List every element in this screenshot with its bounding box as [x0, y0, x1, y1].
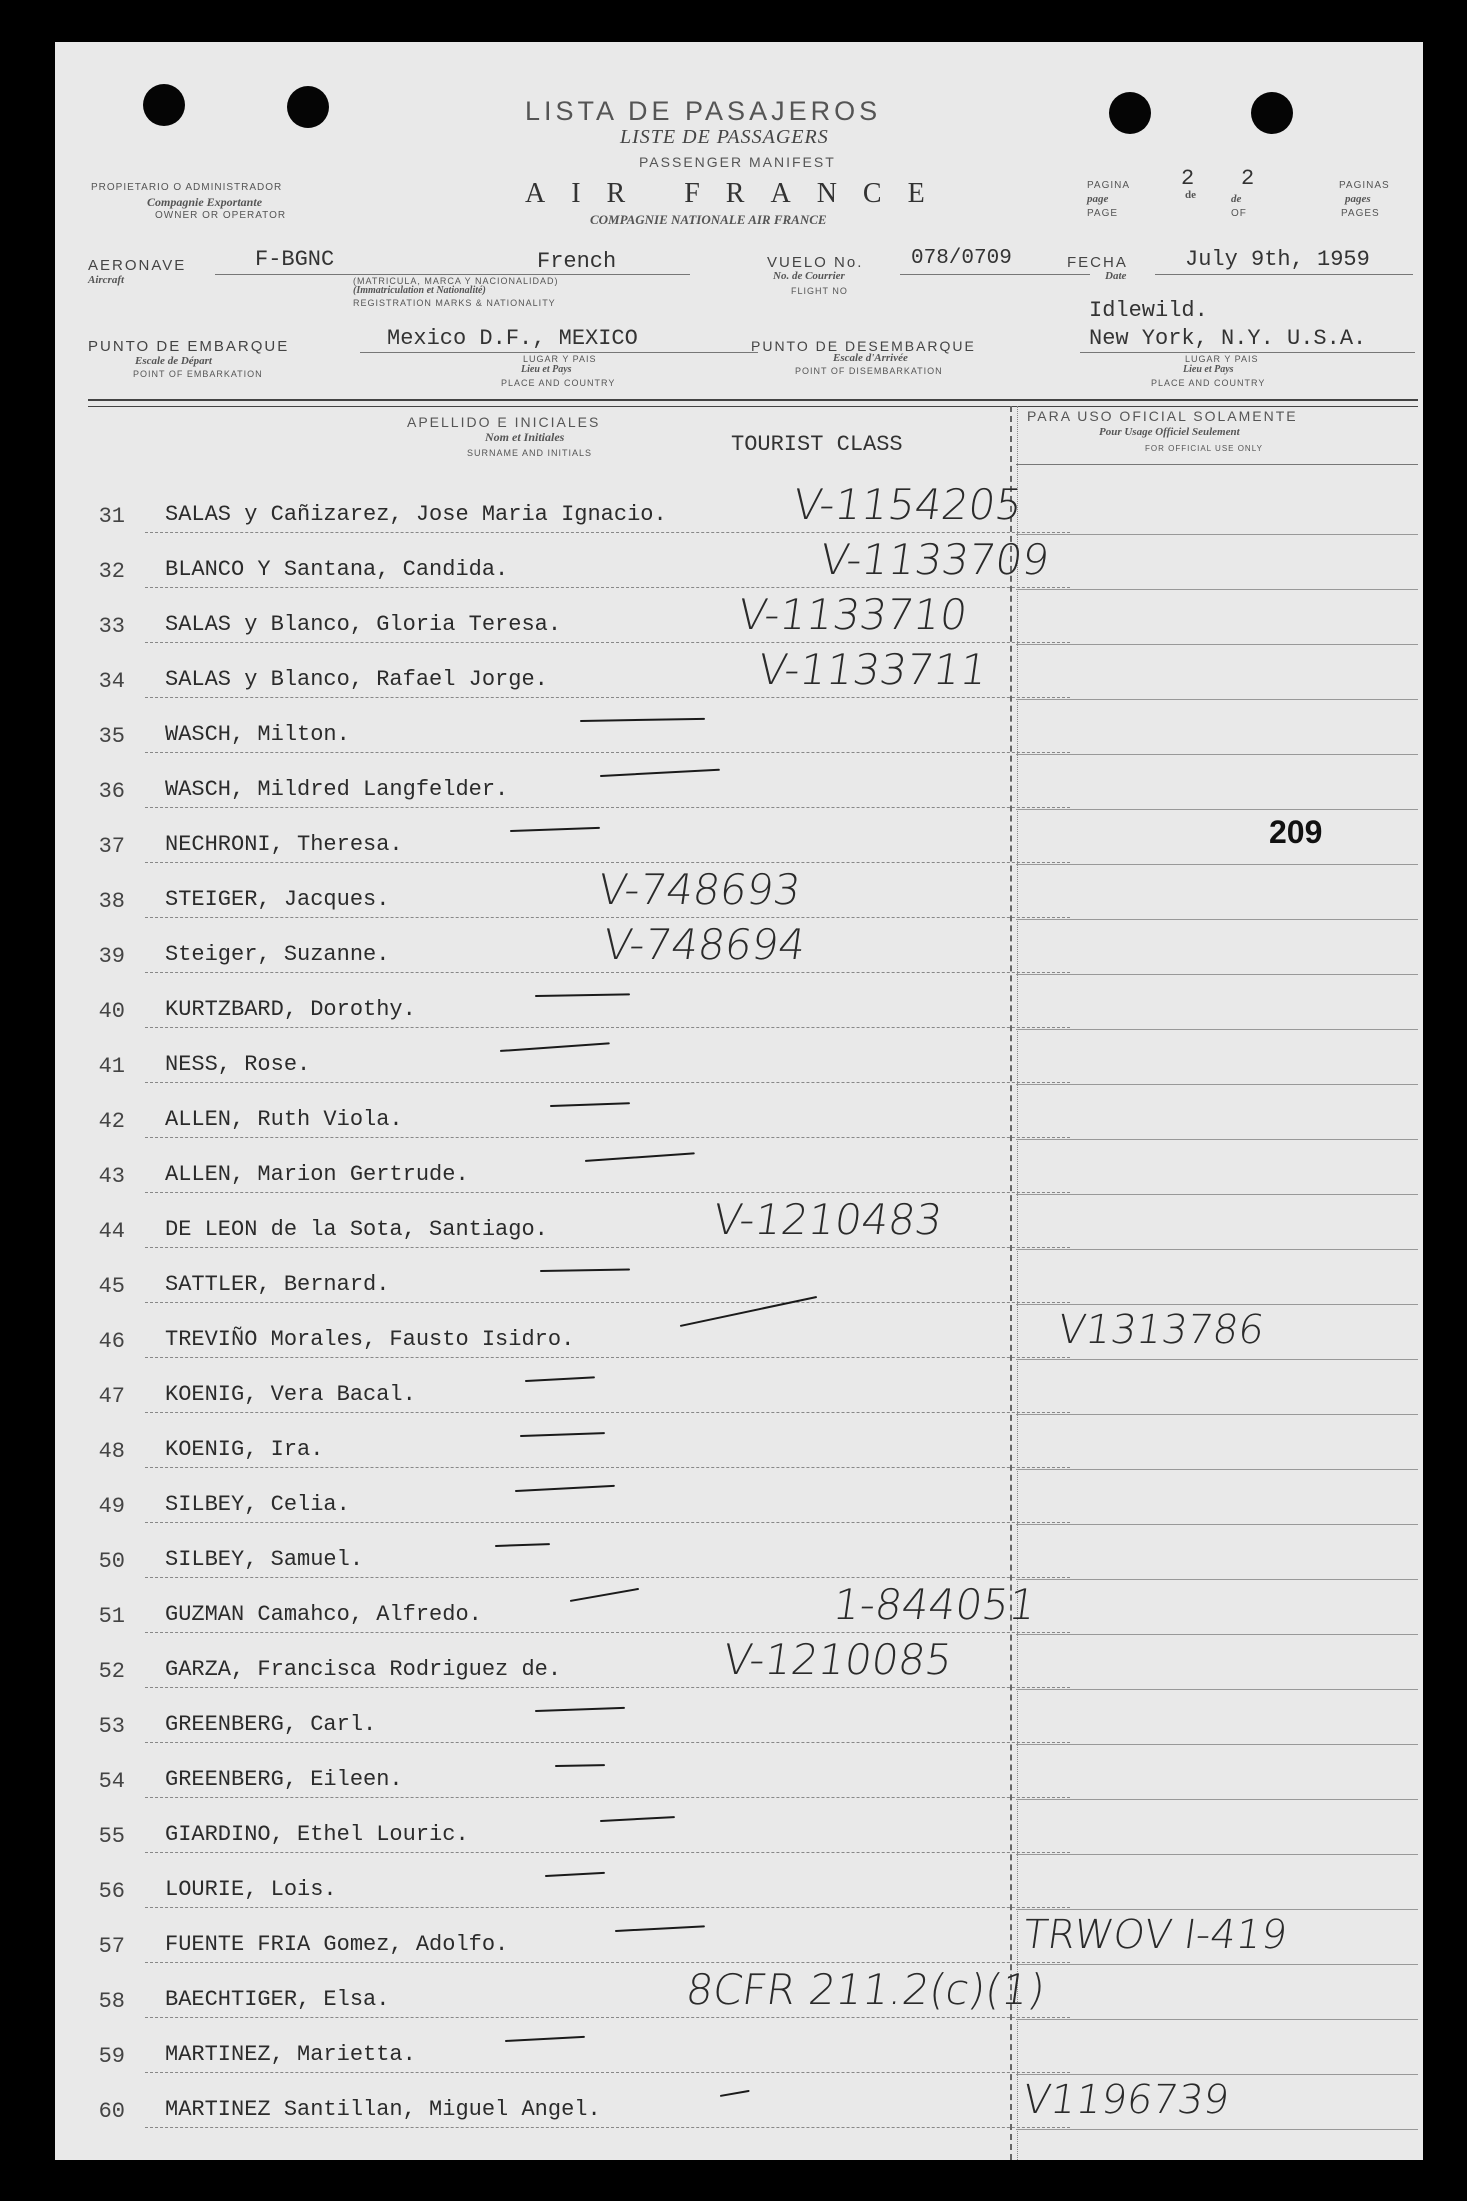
row-number: 52	[98, 1659, 125, 1684]
row-underline	[145, 1907, 1070, 1908]
punch-hole-4	[1251, 92, 1293, 134]
row-underline	[145, 1412, 1070, 1413]
disembark-airport: Idlewild.	[1089, 298, 1208, 323]
official-note: TRWOV I-419	[1020, 1912, 1291, 1958]
pages-label-en: PAGES	[1341, 208, 1380, 219]
official-row-line	[1016, 644, 1418, 645]
of-label-es: de	[1185, 189, 1196, 201]
row-underline	[145, 917, 1070, 918]
official-row-line	[1016, 699, 1418, 700]
embark-place-caption-fr: Lieu et Pays	[521, 364, 572, 375]
visa-number: V-1154205	[790, 480, 1026, 529]
passenger-name: KURTZBARD, Dorothy.	[165, 997, 416, 1022]
row-number: 39	[98, 944, 125, 969]
row-number: 57	[98, 1934, 125, 1959]
row-number: 35	[98, 724, 125, 749]
aircraft-label-fr: Aircraft	[88, 274, 125, 286]
embark-place-caption-en: PLACE AND COUNTRY	[501, 378, 616, 388]
passenger-name: ALLEN, Ruth Viola.	[165, 1107, 403, 1132]
page-total: 2	[1241, 166, 1255, 191]
row-underline	[145, 587, 1070, 588]
row-number: 34	[98, 669, 125, 694]
flight-label-es: VUELO No.	[767, 254, 864, 271]
official-header-fr: Pour Usage Officiel Seulement	[1099, 426, 1240, 438]
registration-caption-fr: (Immatriculation et Nationalité)	[353, 285, 486, 296]
visa-number: 8CFR 211.2(c)(1)	[683, 1965, 1049, 2014]
passenger-name: WASCH, Milton.	[165, 722, 350, 747]
class-label: TOURIST CLASS	[731, 432, 903, 457]
row-underline	[145, 1962, 1070, 1963]
date-label-es: FECHA	[1067, 254, 1128, 271]
nil-dash-mark	[500, 1042, 610, 1052]
official-row-line	[1016, 1359, 1418, 1360]
nil-dash-mark	[680, 1296, 817, 1327]
row-underline	[145, 1467, 1070, 1468]
nil-dash-mark	[495, 1543, 550, 1547]
official-row-line	[1016, 1304, 1418, 1305]
official-note: V1313786	[1055, 1307, 1267, 1353]
row-number: 38	[98, 889, 125, 914]
official-row-line	[1016, 919, 1418, 920]
passenger-name: SALAS y Blanco, Gloria Teresa.	[165, 612, 562, 637]
passenger-name: FUENTE FRIA Gomez, Adolfo.	[165, 1932, 509, 1957]
row-number: 32	[98, 559, 125, 584]
pages-label-fr: pages	[1345, 193, 1371, 205]
page-label-es: PAGINA	[1087, 180, 1131, 191]
passenger-name: GUZMAN Camahco, Alfredo.	[165, 1602, 482, 1627]
nil-dash-mark	[615, 1925, 705, 1932]
disembark-place-caption-fr: Lieu et Pays	[1183, 364, 1234, 375]
row-number: 58	[98, 1989, 125, 2014]
passenger-name: KOENIG, Vera Bacal.	[165, 1382, 416, 1407]
owner-label-fr: Compagnie Exportante	[147, 195, 263, 209]
official-row-line	[1016, 809, 1418, 810]
official-row-line	[1016, 1194, 1418, 1195]
row-number: 40	[98, 999, 125, 1024]
title-es: LISTA DE PASAJEROS	[525, 96, 882, 126]
visa-number: V-1210085	[720, 1635, 956, 1684]
official-row-line	[1016, 1689, 1418, 1690]
row-underline	[145, 1137, 1070, 1138]
visa-number: V-1133709	[817, 535, 1053, 584]
passenger-name: WASCH, Mildred Langfelder.	[165, 777, 509, 802]
nil-dash-mark	[720, 2090, 750, 2097]
passenger-name: GREENBERG, Eileen.	[165, 1767, 403, 1792]
passenger-name: SATTLER, Bernard.	[165, 1272, 390, 1297]
embark-label-es: PUNTO DE EMBARQUE	[88, 338, 290, 355]
nil-dash-mark	[510, 827, 600, 832]
row-underline	[145, 807, 1070, 808]
flight-number: 078/0709	[911, 247, 1012, 270]
surname-header-en: SURNAME AND INITIALS	[467, 448, 593, 458]
registration-caption-en: REGISTRATION MARKS & NATIONALITY	[353, 298, 556, 308]
row-number: 55	[98, 1824, 125, 1849]
row-number: 37	[98, 834, 125, 859]
row-underline	[145, 2017, 1070, 2018]
of-label-fr: de	[1231, 193, 1242, 205]
passenger-name: GIARDINO, Ethel Louric.	[165, 1822, 469, 1847]
passenger-name: SILBEY, Celia.	[165, 1492, 350, 1517]
owner-label-es: PROPIETARIO O ADMINISTRADOR	[91, 182, 283, 193]
passenger-name: NESS, Rose.	[165, 1052, 311, 1077]
row-number: 59	[98, 2044, 125, 2069]
date-value: July 9th, 1959	[1185, 247, 1370, 272]
page-number: 2	[1181, 166, 1195, 191]
surname-header-fr: Nom et Initiales	[485, 430, 565, 444]
embark-value: Mexico D.F., MEXICO	[387, 326, 638, 351]
row-number: 47	[98, 1384, 125, 1409]
flight-label-fr: No. de Courrier	[773, 270, 845, 282]
passenger-name: KOENIG, Ira.	[165, 1437, 324, 1462]
official-row-line	[1016, 1084, 1418, 1085]
passenger-name: LOURIE, Lois.	[165, 1877, 337, 1902]
nil-dash-mark	[515, 1485, 615, 1492]
row-number: 41	[98, 1054, 125, 1079]
visa-number: V-748693	[595, 865, 804, 914]
official-row-line	[1016, 1964, 1418, 1965]
visa-number: V-1210483	[710, 1195, 946, 1244]
aircraft-nationality: French	[537, 249, 617, 274]
row-underline	[145, 1632, 1070, 1633]
airline-name: AIR FRANCE	[525, 178, 951, 209]
embark-place-caption-es: LUGAR Y PAIS	[523, 354, 597, 364]
row-underline	[145, 2127, 1070, 2128]
passenger-name: MARTINEZ, Marietta.	[165, 2042, 416, 2067]
official-row-line	[1016, 1029, 1418, 1030]
nil-dash-mark	[550, 1102, 630, 1107]
nil-dash-mark	[580, 718, 705, 722]
visa-number: V-1133711	[755, 645, 991, 694]
row-underline	[145, 862, 1070, 863]
punch-hole-1	[143, 84, 185, 126]
row-underline	[145, 697, 1070, 698]
passenger-name: Steiger, Suzanne.	[165, 942, 390, 967]
row-underline	[145, 1577, 1070, 1578]
row-number: 49	[98, 1494, 125, 1519]
official-row-line	[1016, 1854, 1418, 1855]
row-number: 43	[98, 1164, 125, 1189]
official-header-es: PARA USO OFICIAL SOLAMENTE	[1027, 408, 1298, 424]
nil-dash-mark	[505, 2036, 585, 2042]
pages-label-es: PAGINAS	[1339, 180, 1390, 191]
official-row-line	[1016, 1524, 1418, 1525]
row-underline	[145, 642, 1070, 643]
row-underline	[145, 1302, 1070, 1303]
official-row-line	[1016, 974, 1418, 975]
airline-subtitle: COMPAGNIE NATIONALE AIR FRANCE	[590, 212, 827, 227]
passenger-name: BLANCO Y Santana, Candida.	[165, 557, 509, 582]
nil-dash-mark	[600, 1816, 675, 1822]
official-column-divider-2	[1017, 406, 1018, 2160]
nil-dash-mark	[555, 1764, 605, 1767]
nil-dash-mark	[535, 1707, 625, 1712]
date-label-fr: Date	[1105, 270, 1127, 282]
official-row-line	[1016, 1799, 1418, 1800]
row-number: 45	[98, 1274, 125, 1299]
row-number: 31	[98, 504, 125, 529]
row-number: 54	[98, 1769, 125, 1794]
flight-label-en: FLIGHT NO	[791, 286, 848, 296]
passenger-name: SALAS y Cañizarez, Jose Maria Ignacio.	[165, 502, 667, 527]
official-row-line	[1016, 1414, 1418, 1415]
official-row-line	[1016, 864, 1418, 865]
nil-dash-mark	[535, 993, 630, 997]
official-row-line	[1016, 2129, 1418, 2130]
passenger-name: GREENBERG, Carl.	[165, 1712, 377, 1737]
nil-dash-mark	[570, 1588, 639, 1602]
row-number: 56	[98, 1879, 125, 1904]
row-number: 46	[98, 1329, 125, 1354]
row-number: 50	[98, 1549, 125, 1574]
passenger-name: GARZA, Francisca Rodriguez de.	[165, 1657, 562, 1682]
official-row-line	[1016, 589, 1418, 590]
row-underline	[145, 972, 1070, 973]
official-note: V1196739	[1020, 2077, 1232, 2123]
row-underline	[145, 1082, 1070, 1083]
title-en: PASSENGER MANIFEST	[639, 154, 836, 170]
passenger-name: ALLEN, Marion Gertrude.	[165, 1162, 469, 1187]
embark-label-en: POINT OF EMBARKATION	[133, 369, 263, 379]
official-row-line	[1016, 1634, 1418, 1635]
passenger-name: BAECHTIGER, Elsa.	[165, 1987, 390, 2012]
row-underline	[145, 1797, 1070, 1798]
official-row-line	[1016, 1249, 1418, 1250]
disembark-place-caption-en: PLACE AND COUNTRY	[1151, 378, 1266, 388]
aircraft-registration: F-BGNC	[255, 247, 335, 272]
row-underline	[145, 1247, 1070, 1248]
stamp-number: 209	[1269, 814, 1323, 850]
passenger-name: MARTINEZ Santillan, Miguel Angel.	[165, 2097, 601, 2122]
passenger-name: STEIGER, Jacques.	[165, 887, 390, 912]
disembark-label-en: POINT OF DISEMBARKATION	[795, 366, 943, 376]
page-label-en: PAGE	[1087, 208, 1119, 219]
row-number: 42	[98, 1109, 125, 1134]
row-underline	[145, 1852, 1070, 1853]
official-row-line	[1016, 1139, 1418, 1140]
row-underline	[145, 1357, 1070, 1358]
disembark-place-caption-es: LUGAR Y PAIS	[1185, 354, 1259, 364]
row-number: 48	[98, 1439, 125, 1464]
row-number: 36	[98, 779, 125, 804]
nil-dash-mark	[525, 1376, 595, 1382]
official-row-line	[1016, 1579, 1418, 1580]
nil-dash-mark	[600, 769, 720, 777]
nil-dash-mark	[520, 1432, 605, 1437]
row-number: 53	[98, 1714, 125, 1739]
owner-label-en: OWNER OR OPERATOR	[155, 210, 287, 221]
of-label-en: OF	[1231, 208, 1247, 219]
row-underline	[145, 1192, 1070, 1193]
visa-number: V-1133710	[735, 590, 971, 639]
punch-hole-3	[1109, 92, 1151, 134]
visa-number: 1-844051	[830, 1580, 1040, 1629]
official-row-line	[1016, 2019, 1418, 2020]
surname-header-es: APELLIDO E INICIALES	[407, 414, 601, 430]
registration-caption-es: (MATRICULA, MARCA Y NACIONALIDAD)	[353, 276, 559, 286]
row-number: 51	[98, 1604, 125, 1629]
punch-hole-2	[287, 86, 329, 128]
official-row-line	[1016, 534, 1418, 535]
aircraft-label-es: AERONAVE	[88, 257, 187, 274]
page-label-fr: page	[1087, 193, 1109, 205]
disembark-value: New York, N.Y. U.S.A.	[1089, 326, 1367, 351]
official-row-line	[1016, 1469, 1418, 1470]
row-underline	[145, 2072, 1070, 2073]
passenger-name: TREVIÑO Morales, Fausto Isidro.	[165, 1327, 575, 1352]
nil-dash-mark	[585, 1152, 695, 1162]
passenger-name: SALAS y Blanco, Rafael Jorge.	[165, 667, 548, 692]
row-number: 44	[98, 1219, 125, 1244]
row-number: 60	[98, 2099, 125, 2124]
row-underline	[145, 1522, 1070, 1523]
nil-dash-mark	[540, 1268, 630, 1272]
official-row-line	[1016, 754, 1418, 755]
row-underline	[145, 1027, 1070, 1028]
nil-dash-mark	[545, 1872, 605, 1877]
official-row-line	[1016, 1909, 1418, 1910]
official-row-line	[1016, 1744, 1418, 1745]
row-underline	[145, 1687, 1070, 1688]
row-underline	[145, 532, 1070, 533]
row-number: 33	[98, 614, 125, 639]
disembark-label-fr: Escale d'Arrivée	[833, 352, 908, 364]
passenger-name: SILBEY, Samuel.	[165, 1547, 364, 1572]
passenger-name: NECHRONI, Theresa.	[165, 832, 403, 857]
row-underline	[145, 1742, 1070, 1743]
official-row-line	[1016, 2074, 1418, 2075]
manifest-sheet	[55, 42, 1423, 2160]
disembark-label-es: PUNTO DE DESEMBARQUE	[751, 338, 976, 354]
row-underline	[145, 752, 1070, 753]
visa-number: V-748694	[600, 920, 809, 969]
title-fr: LISTE DE PASSAGERS	[620, 126, 829, 148]
embark-label-fr: Escale de Départ	[135, 355, 212, 367]
passenger-name: DE LEON de la Sota, Santiago.	[165, 1217, 548, 1242]
official-column-divider	[1010, 406, 1012, 2160]
official-header-en: FOR OFFICIAL USE ONLY	[1145, 444, 1263, 453]
